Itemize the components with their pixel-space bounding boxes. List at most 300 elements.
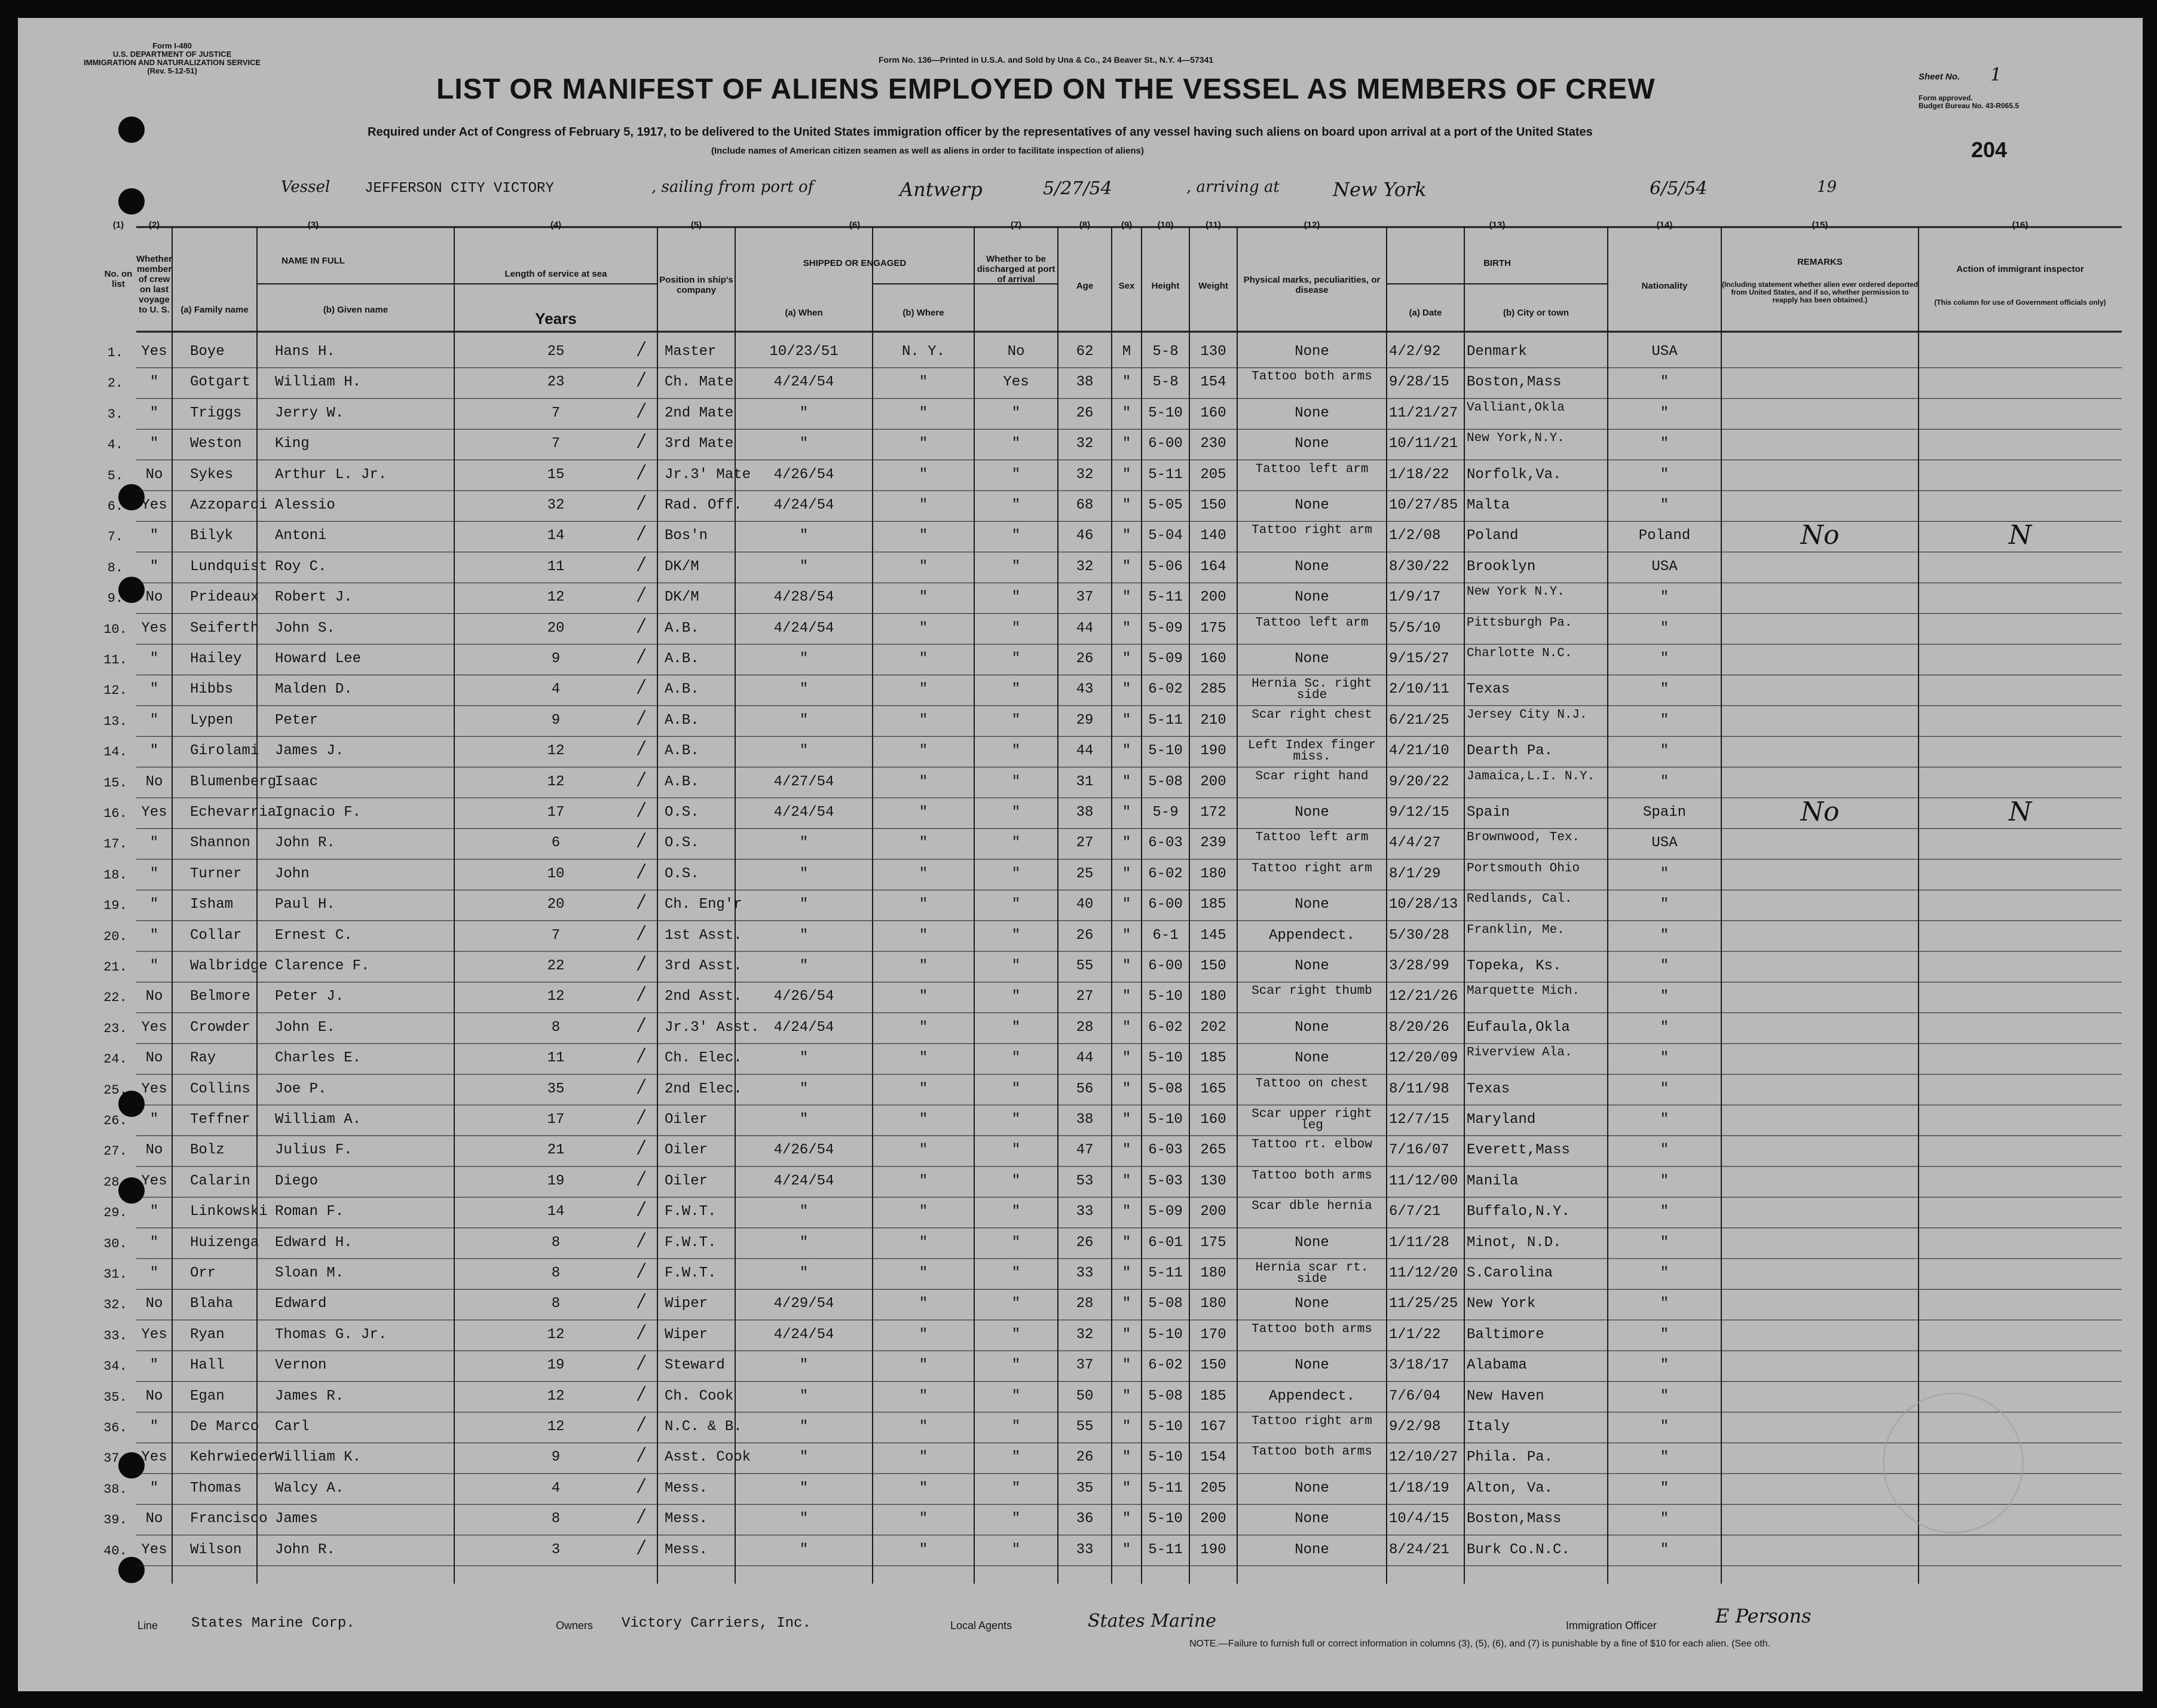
cell-when: 4/29/54 (773, 1296, 834, 1312)
table-grid (18, 18, 2143, 1691)
cell-where: " (919, 1080, 928, 1097)
cell-yrs: 9 (551, 651, 561, 667)
cell-age: 46 (1076, 528, 1094, 544)
cell-where: " (919, 1265, 928, 1281)
check-mark-icon: / (638, 1352, 645, 1373)
row-number: 8. (107, 560, 124, 576)
cell-where: " (919, 1204, 928, 1220)
cell-sex: " (1122, 1173, 1131, 1189)
cell-fam: Collar (190, 927, 242, 944)
cell-bd: 12/7/15 (1389, 1112, 1449, 1128)
cell-dis: " (1011, 1080, 1021, 1097)
cell-wt: 239 (1200, 835, 1226, 852)
cell-fam: Teffner (190, 1112, 250, 1128)
cell-ht: 5-10 (1148, 743, 1183, 760)
sub-note: (Include names of American citizen seamen as well as aliens in order to facilitate inspection of aliens) (711, 146, 1144, 156)
page-title: LIST OR MANIFEST OF ALIENS EMPLOYED ON THE VESSEL AS MEMBERS OF CREW (436, 74, 1656, 105)
cell-prev: Yes (141, 1449, 167, 1466)
cell-wt: 200 (1200, 589, 1226, 606)
cell-sex: " (1122, 528, 1131, 544)
cell-pos: Mess. (665, 1480, 708, 1496)
cell-bc: Boston,Mass (1467, 374, 1562, 391)
cell-dis: Yes (1003, 374, 1029, 391)
row-number: 2. (107, 376, 124, 391)
cell-sex: " (1122, 436, 1131, 452)
cell-nat: " (1660, 1142, 1669, 1159)
cell-where: " (919, 712, 928, 728)
cell-nat: " (1660, 1265, 1669, 1281)
cell-bc: Valliant,Okla (1467, 400, 1565, 415)
row-number: 16. (103, 806, 127, 821)
cell-fam: Lypen (190, 712, 234, 728)
cell-giv: Edward (275, 1296, 327, 1312)
cell-ht: 5-11 (1148, 1541, 1183, 1558)
cell-prev: " (149, 374, 159, 391)
cell-ht: 5-10 (1148, 405, 1183, 421)
cell-sex: " (1122, 712, 1131, 728)
cell-giv: Antoni (275, 528, 327, 544)
cell-ht: 5-09 (1148, 620, 1183, 636)
cell-marks: Tattoo on chest (1255, 1076, 1369, 1091)
column-number: (8) (1079, 220, 1091, 230)
cell-yrs: 4 (551, 681, 561, 698)
cell-marks: None (1295, 589, 1329, 606)
cell-wt: 265 (1200, 1142, 1226, 1159)
cell-prev: " (149, 896, 159, 913)
cell-prev: " (149, 681, 159, 698)
check-mark-icon: / (638, 1290, 645, 1312)
cell-bc: Redlands, Cal. (1467, 892, 1572, 907)
cell-age: 29 (1076, 712, 1094, 728)
cell-sex: " (1122, 743, 1131, 760)
cell-bd: 5/30/28 (1389, 927, 1449, 944)
cell-dis: " (1011, 1449, 1021, 1466)
cell-ht: 6-00 (1148, 896, 1183, 913)
cell-ht: 6-03 (1148, 1142, 1183, 1159)
cell-pos: 1st Asst. (665, 927, 742, 944)
cell-ht: 5-8 (1152, 374, 1179, 391)
cell-ht: 5-10 (1148, 1326, 1183, 1343)
cell-bc: Eufaula,Okla (1467, 1019, 1570, 1036)
cell-giv: Isaac (275, 773, 319, 790)
row-number: 29. (103, 1205, 127, 1221)
row-number: 7. (107, 529, 124, 545)
cell-wt: 154 (1200, 1449, 1226, 1466)
cell-ht: 5-08 (1148, 1388, 1183, 1404)
cell-nat: " (1660, 1326, 1669, 1343)
cell-nat: " (1660, 927, 1669, 944)
cell-when: 4/24/54 (773, 497, 834, 513)
cell-age: 26 (1076, 927, 1094, 944)
cell-ht: 5-09 (1148, 1204, 1183, 1220)
cell-nat: " (1660, 1234, 1669, 1251)
cell-prev: " (149, 743, 159, 760)
cell-wt: 205 (1200, 1480, 1226, 1496)
cell-pos: Jr.3' Mate (665, 466, 751, 483)
cell-when: " (799, 558, 809, 575)
cell-bd: 9/15/27 (1389, 651, 1449, 667)
cell-fam: Calarin (190, 1173, 250, 1189)
cell-yrs: 11 (547, 1050, 565, 1067)
cell-dis: " (1011, 497, 1021, 513)
cell-sex: " (1122, 1449, 1131, 1466)
row-number: 26. (103, 1113, 127, 1128)
cell-dis: " (1011, 1050, 1021, 1067)
cell-fam: Hibbs (190, 681, 234, 698)
cell-age: 38 (1076, 804, 1094, 821)
cell-where: " (919, 558, 928, 575)
cell-where: " (919, 1449, 928, 1466)
cell-dis: " (1011, 1419, 1021, 1435)
cell-dis: No (1007, 344, 1025, 360)
cell-wt: 180 (1200, 1265, 1226, 1281)
cell-bd: 8/24/21 (1389, 1541, 1449, 1558)
header-birth-date: (a) Date (1409, 308, 1442, 318)
cell-where: " (919, 835, 928, 852)
row-number: 23. (103, 1021, 127, 1036)
cell-ht: 5-10 (1148, 1419, 1183, 1435)
cell-prev: " (149, 1480, 159, 1496)
cell-fam: Girolami (190, 743, 259, 760)
cell-sex: " (1122, 1080, 1131, 1097)
cell-sex: " (1122, 835, 1131, 852)
cell-prev: No (145, 1511, 163, 1528)
row-number: 40. (103, 1543, 127, 1559)
cell-fam: Egan (190, 1388, 225, 1404)
cell-giv: Ernest C. (275, 927, 353, 944)
cell-nat: " (1660, 712, 1669, 728)
cell-prev: No (145, 988, 163, 1005)
cell-prev: " (149, 558, 159, 575)
year-label: 19 (1817, 178, 1837, 196)
sailing-date: 5/27/54 (1043, 178, 1112, 199)
footer-note: NOTE.—Failure to furnish full or correct information in columns (3), (5), (6), and (7) is punishable by a fine of $10 for each alien. (See oth. (1189, 1639, 1770, 1649)
cell-yrs: 12 (547, 743, 565, 760)
cell-nat: Poland (1638, 528, 1691, 544)
column-number: (3) (307, 220, 319, 230)
cell-dis: " (1011, 589, 1021, 606)
cell-fam: Sykes (190, 466, 234, 483)
cell-wt: 185 (1200, 1050, 1226, 1067)
cell-wt: 172 (1200, 804, 1226, 821)
cell-sex: " (1122, 1357, 1131, 1374)
cell-ht: 6-01 (1148, 1234, 1183, 1251)
cell-giv: Edward H. (275, 1234, 353, 1251)
cell-fam: Huizenga (190, 1234, 259, 1251)
cell-where: N. Y. (901, 344, 945, 360)
cell-bd: 9/28/15 (1389, 374, 1449, 391)
cell-sex: " (1122, 1142, 1131, 1159)
check-mark-icon: / (638, 1413, 645, 1434)
cell-yrs: 7 (551, 405, 561, 421)
footer-agents-label: Local Agents (950, 1620, 1012, 1632)
cell-bd: 4/2/92 (1389, 344, 1441, 360)
check-mark-icon: / (638, 645, 645, 666)
cell-prev: " (149, 927, 159, 944)
cell-wt: 164 (1200, 558, 1226, 575)
column-number: (12) (1304, 220, 1320, 230)
cell-age: 32 (1076, 436, 1094, 452)
row-number: 21. (103, 960, 127, 975)
cell-yrs: 32 (547, 497, 565, 513)
cell-wt: 202 (1200, 1019, 1226, 1036)
column-number: (11) (1206, 220, 1221, 230)
cell-age: 38 (1076, 374, 1094, 391)
cell-wt: 150 (1200, 1357, 1226, 1374)
cell-pos: O.S. (665, 865, 699, 882)
column-number: (15) (1812, 220, 1828, 230)
cell-ht: 6-02 (1148, 1357, 1183, 1374)
cell-pos: Jr.3' Asst. (665, 1019, 760, 1036)
cell-bd: 11/12/00 (1389, 1173, 1458, 1189)
cell-bc: Texas (1467, 1080, 1510, 1097)
cell-fam: Triggs (190, 405, 242, 421)
column-number: (14) (1656, 220, 1673, 230)
cell-sex: " (1122, 558, 1131, 575)
sailing-label: , sailing from port of (651, 178, 814, 196)
form-number: Form I-480 (152, 41, 192, 50)
cell-sex: " (1122, 681, 1131, 698)
cell-nat: " (1660, 1511, 1669, 1528)
cell-dis: " (1011, 1142, 1021, 1159)
cell-ht: 6-03 (1148, 835, 1183, 852)
cell-bd: 10/4/15 (1389, 1511, 1449, 1528)
cell-giv: William K. (275, 1449, 362, 1466)
sailing-port: Antwerp (899, 178, 983, 201)
cell-sex: " (1122, 374, 1131, 391)
cell-dis: " (1011, 927, 1021, 944)
cell-bd: 9/12/15 (1389, 804, 1449, 821)
cell-rem: No (1800, 520, 1840, 551)
cell-where: " (919, 1357, 928, 1374)
cell-giv: Malden D. (275, 681, 353, 698)
cell-age: 28 (1076, 1296, 1094, 1312)
cell-marks: Scar right chest (1252, 708, 1372, 722)
cell-dis: " (1011, 1357, 1021, 1374)
cell-sex: " (1122, 1419, 1131, 1435)
cell-fam: Azzopardi (190, 497, 268, 513)
cell-wt: 154 (1200, 374, 1226, 391)
cell-pos: F.W.T. (665, 1265, 717, 1281)
cell-bd: 8/30/22 (1389, 558, 1449, 575)
row-number: 33. (103, 1328, 127, 1343)
cell-pos: Asst. Cook (665, 1449, 751, 1466)
cell-marks: Tattoo both arms (1252, 1445, 1372, 1459)
check-mark-icon: / (638, 860, 645, 881)
column-number: (13) (1489, 220, 1506, 230)
cell-age: 47 (1076, 1142, 1094, 1159)
check-mark-icon: / (638, 492, 645, 513)
cell-dis: " (1011, 804, 1021, 821)
cell-bd: 3/28/99 (1389, 958, 1449, 974)
cell-bc: Alton, Va. (1467, 1480, 1553, 1496)
cell-when: 4/24/54 (773, 1173, 834, 1189)
cell-giv: Joe P. (275, 1080, 327, 1097)
cell-sex: " (1122, 1480, 1131, 1496)
cell-yrs: 12 (547, 773, 565, 790)
cell-ht: 6-1 (1152, 927, 1179, 944)
subtitle: Required under Act of Congress of February 5, 1917, to be delivered to the United States immigration officer by the representatives of any vessel having such aliens on board upon arrival at a port of the United States (368, 126, 1593, 139)
check-mark-icon: / (638, 983, 645, 1005)
cell-bd: 5/5/10 (1389, 620, 1441, 636)
cell-fam: Bolz (190, 1142, 225, 1159)
cell-dis: " (1011, 743, 1021, 760)
cell-marks: Scar dble hernia (1252, 1199, 1372, 1214)
cell-where: " (919, 620, 928, 636)
cell-bc: Brownwood, Tex. (1467, 831, 1580, 845)
cell-yrs: 6 (551, 835, 561, 852)
cell-dis: " (1011, 1388, 1021, 1404)
cell-where: " (919, 436, 928, 452)
cell-fam: Thomas (190, 1480, 242, 1496)
cell-prev: " (149, 528, 159, 544)
cell-ht: 5-06 (1148, 558, 1183, 575)
cell-dis: " (1011, 405, 1021, 421)
cell-prev: " (149, 865, 159, 882)
cell-bc: Texas (1467, 681, 1510, 698)
header-when: (a) When (785, 308, 823, 318)
cell-sex: " (1122, 1388, 1131, 1404)
row-number: 36. (103, 1421, 127, 1435)
cell-nat: " (1660, 651, 1669, 667)
row-number: 27. (103, 1144, 127, 1159)
cell-wt: 185 (1200, 1388, 1226, 1404)
cell-bd: 12/21/26 (1389, 988, 1458, 1005)
cell-nat: USA (1651, 344, 1678, 360)
cell-pos: N.C. & B. (665, 1419, 742, 1435)
cell-fam: Walbridge (190, 958, 268, 974)
cell-bc: Phila. Pa. (1467, 1449, 1553, 1466)
cell-ht: 5-10 (1148, 988, 1183, 1005)
cell-marks: None (1295, 1511, 1329, 1528)
row-number: 9. (107, 591, 124, 607)
cell-marks: Tattoo both arms (1252, 1322, 1372, 1336)
cell-pos: Ch. Eng'r (665, 896, 742, 913)
cell-ht: 6-02 (1148, 1019, 1183, 1036)
cell-giv: Sloan M. (275, 1265, 344, 1281)
header-nationality: Nationality (1641, 281, 1688, 291)
cell-giv: William A. (275, 1112, 362, 1128)
cell-yrs: 4 (551, 1480, 561, 1496)
cell-pos: DK/M (665, 589, 699, 606)
cell-when: 4/24/54 (773, 620, 834, 636)
cell-prev: " (149, 651, 159, 667)
cell-where: " (919, 1173, 928, 1189)
cell-dis: " (1011, 1480, 1021, 1496)
cell-when: " (799, 1112, 809, 1128)
cell-nat: " (1660, 958, 1669, 974)
cell-marks: Tattoo left arm (1255, 831, 1369, 845)
cell-when: " (799, 1449, 809, 1466)
cell-wt: 145 (1200, 927, 1226, 944)
cell-prev: " (149, 1234, 159, 1251)
cell-where: " (919, 1019, 928, 1036)
cell-sex: " (1122, 651, 1131, 667)
cell-dis: " (1011, 1326, 1021, 1343)
header-years: Years (535, 310, 577, 327)
cell-marks: None (1295, 1296, 1329, 1312)
cell-fam: Boye (190, 344, 225, 360)
cell-where: " (919, 589, 928, 606)
cell-marks: None (1295, 1480, 1329, 1496)
cell-nat: " (1660, 865, 1669, 882)
cell-dis: " (1011, 1112, 1021, 1128)
row-number: 28. (103, 1174, 127, 1190)
cell-yrs: 15 (547, 466, 565, 483)
cell-pos: A.B. (665, 712, 699, 728)
footer-owners: Victory Carriers, Inc. (622, 1615, 811, 1632)
cell-bd: 4/4/27 (1389, 835, 1441, 852)
cell-nat: " (1660, 466, 1669, 483)
cell-prev: No (145, 1142, 163, 1159)
cell-prev: No (145, 1388, 163, 1404)
cell-yrs: 12 (547, 1326, 565, 1343)
cell-ht: 6-00 (1148, 436, 1183, 452)
cell-fam: Collins (190, 1080, 250, 1097)
cell-fam: Weston (190, 436, 242, 452)
cell-age: 28 (1076, 1019, 1094, 1036)
cell-sex: " (1122, 1204, 1131, 1220)
cell-pos: Oiler (665, 1173, 708, 1189)
cell-marks: Left Index finger miss. (1247, 739, 1376, 764)
cell-ht: 5-05 (1148, 497, 1183, 513)
cell-dis: " (1011, 651, 1021, 667)
cell-nat: " (1660, 620, 1669, 636)
cell-fam: Turner (190, 865, 242, 882)
check-mark-icon: / (638, 1198, 645, 1220)
cell-prev: No (145, 466, 163, 483)
cell-sex: " (1122, 1234, 1131, 1251)
cell-bc: Topeka, Ks. (1467, 958, 1562, 974)
cell-marks: None (1295, 1541, 1329, 1558)
footer-owners-label: Owners (556, 1620, 593, 1632)
cell-bc: Manila (1467, 1173, 1519, 1189)
check-mark-icon: / (638, 891, 645, 913)
cell-age: 32 (1076, 466, 1094, 483)
header-given-name: (b) Given name (323, 305, 388, 315)
check-mark-icon: / (638, 369, 645, 390)
header-family-name: (a) Family name (180, 305, 249, 315)
footer-line: States Marine Corp. (191, 1615, 355, 1632)
cell-bc: Portsmouth Ohio (1467, 861, 1580, 876)
cell-fam: Blumenberg (190, 773, 277, 790)
cell-dis: " (1011, 773, 1021, 790)
cell-when: " (799, 1357, 809, 1374)
cell-where: " (919, 405, 928, 421)
cell-nat: Spain (1642, 804, 1686, 821)
cell-marks: None (1295, 497, 1329, 513)
check-mark-icon: / (638, 1075, 645, 1097)
cell-pos: Steward (665, 1357, 725, 1374)
header-no-on-list: No. on list (104, 269, 133, 289)
check-mark-icon: / (638, 1321, 645, 1342)
cell-fam: Lundquist (190, 558, 268, 575)
cell-marks: None (1295, 804, 1329, 821)
cell-wt: 185 (1200, 896, 1226, 913)
cell-where: " (919, 743, 928, 760)
cell-yrs: 3 (551, 1541, 561, 1558)
cell-wt: 130 (1200, 1173, 1226, 1189)
cell-where: " (919, 1112, 928, 1128)
cell-fam: Echevarria (190, 804, 277, 821)
cell-prev: " (149, 1204, 159, 1220)
row-number: 4. (107, 437, 124, 453)
cell-act: N (2008, 520, 2032, 551)
cell-age: 38 (1076, 1112, 1094, 1128)
cell-nat: " (1660, 1204, 1669, 1220)
cell-giv: Diego (275, 1173, 319, 1189)
cell-wt: 205 (1200, 466, 1226, 483)
